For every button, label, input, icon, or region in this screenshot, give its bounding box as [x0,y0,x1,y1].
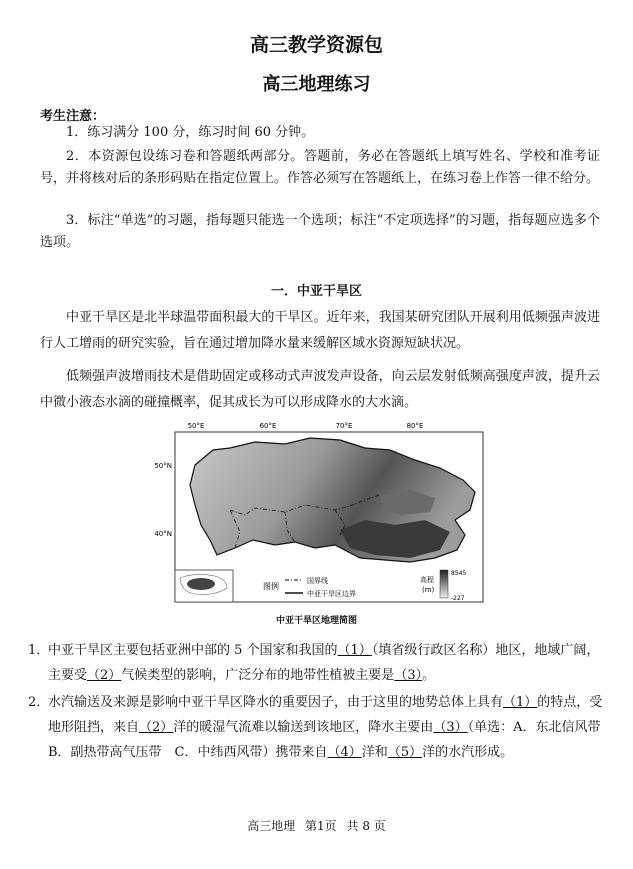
question-2 [28,690,614,765]
lon-label: 50°E [187,422,205,430]
notice-title: 考生注意： [40,109,106,124]
answer-blank: （1） [503,695,538,710]
answer-blank: （2） [139,720,174,735]
question-text: 气候类型的影响，广泛分布的地带性植被主要是 [121,668,395,683]
legend-region-label: 中亚干旱区边界 [307,590,356,598]
question-number: 1． [28,643,50,658]
map-figure [135,420,485,620]
question-number: 2． [28,695,50,710]
answer-blank: （3） [394,668,423,683]
lon-label: 70°E [335,422,353,430]
lat-label: 40°N [154,530,172,538]
notice-item-1: 1．练习满分 100 分，练习时间 60 分钟。 [66,125,315,140]
elevation-max: 8545 [451,570,467,577]
question-text: 洋的暖湿气流难以输送到该地区，降水主要由 [173,720,434,735]
map-caption: 中亚干旱区地理简图 [275,616,357,626]
answer-blank: （3） [433,720,468,735]
question-text: （单选：A．东北信风带 B．副热带高气压带 C．中纬西风带）携带来自 [48,720,614,760]
page-title: 高三教学资源包 [249,34,383,56]
elevation-colorbar [440,570,448,598]
question-text: 。 [422,668,436,683]
legend-title: 图例 [263,582,279,591]
answer-blank: （5） [387,745,423,760]
inset-region [187,578,215,590]
answer-blank: （4） [327,745,362,760]
footer-total: 共 8 页 [346,819,386,833]
question-text: 水汽输送及来源是影响中亚干旱区降水的重要因子，由于这里的地势总体上具有 [48,695,504,710]
question-text: 洋的水汽形成。 [422,745,514,760]
question-text: 洋和 [361,745,388,760]
section-paragraph-2: 低频强声波增雨技术是借助固定或移动式声波发声设备，向云层发射低频高强度声波，提升云中微小液态水滴的碰撞概率，促其成长为可以形成降水的大水滴。 [40,369,600,410]
elevation-title: 高程 [420,576,434,584]
legend-border-label: 国界线 [307,577,328,585]
question-text: （填省级行政区名称）地区，地域广阔，主要受 [48,643,600,683]
lon-label: 80°E [406,422,424,430]
footer-page: 第1页 [305,819,337,833]
elevation-unit: (m) [422,586,435,594]
section-paragraph-1: 中亚干旱区是北半球温带面积最大的干旱区。近年来，我国某研究团队开展利用低频强声波进行人工增雨的研究实验，旨在通过增加降水量来缓解区域水资源短缺状况。 [40,310,600,351]
elevation-min: -227 [451,595,465,602]
footer-subject: 高三地理 [247,819,296,833]
page-subtitle: 高三地理练习 [262,74,371,95]
question-text: 中亚干旱区主要包括亚洲中部的 5 个国家和我国的 [48,643,338,658]
answer-blank: （1） [337,643,372,658]
lon-label: 60°E [259,422,277,430]
notice-item-2: 2．本资源包设练习卷和答题纸两部分。答题前，务必在答题纸上填写姓名、学校和准考证号，并将核对后的条形码贴在指定位置上。作答必须写在答题纸上，在练习卷上作答一律不给分。 [40,149,600,186]
answer-blank: （2） [87,668,122,683]
map-svg [135,420,485,620]
lat-label: 50°N [154,462,172,470]
page-footer [0,817,633,834]
question-text: 的特点，受地形阻挡，来自 [48,695,603,735]
question-1 [28,638,608,688]
notice-item-3: 3．标注“单选”的习题，指每题只能选一个选项；标注“不定项选择”的习题，指每题应选多个选项。 [40,213,600,250]
section-title: 一．中亚干旱区 [270,284,362,299]
